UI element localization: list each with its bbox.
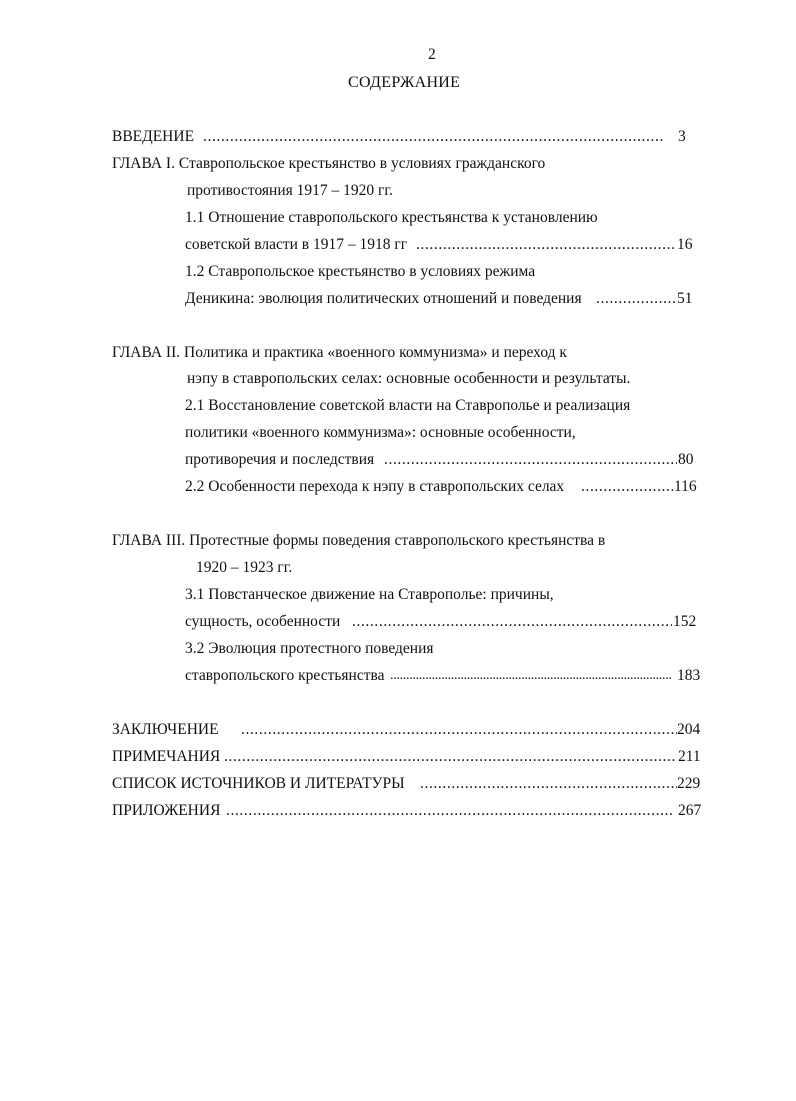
chapter-heading-line-1: ГЛАВА III. Протестные формы поведения ставропольского крестьянства в: [112, 532, 606, 549]
leader-dots: [420, 774, 677, 794]
section-title-line-2: Деникина: эволюция политических отношений и поведения: [185, 290, 582, 307]
toc-page-number: 80: [678, 451, 694, 468]
section-title-line-1: 3.2 Эволюция протестного поведения: [185, 640, 434, 657]
leader-dots: [226, 801, 674, 821]
toc-label: ЗАКЛЮЧЕНИЕ: [112, 721, 219, 738]
leader-dots: [241, 720, 677, 740]
toc-page-number: 152: [673, 613, 697, 630]
toc-page-number: 183: [677, 667, 701, 684]
toc-page-number: 211: [678, 748, 701, 765]
section-title-line-1: 1.2 Ставропольское крестьянство в условиях режима: [185, 263, 536, 280]
toc-page-number: 267: [678, 802, 702, 819]
toc-label: ПРИМЕЧАНИЯ: [112, 748, 221, 765]
leader-dots: [203, 127, 663, 147]
section-title-line-2: сущность, особенности: [185, 613, 341, 630]
section-title-line-1: 2.2 Особенности перехода к нэпу в ставропольских селах: [185, 478, 565, 495]
chapter-heading-line-1: ГЛАВА II. Политика и практика «военного коммунизма» и переход к: [112, 344, 567, 361]
toc-page-number: 204: [677, 721, 701, 738]
section-title-line-2: ставропольского крестьянства: [185, 667, 385, 684]
leader-dots: [384, 450, 677, 470]
chapter-heading-line-2: 1920 – 1923 гг.: [196, 559, 293, 576]
toc-page-number: 229: [677, 775, 701, 792]
toc-label: ВВЕДЕНИЕ: [112, 128, 195, 145]
leader-dots: [390, 666, 672, 686]
leader-dots: [416, 235, 676, 255]
toc-title: СОДЕРЖАНИЕ: [348, 74, 461, 91]
section-title-line-2: советской власти в 1917 – 1918 гг: [185, 236, 408, 253]
section-title-line-2: политики «военного коммунизма»: основные особенности,: [185, 424, 576, 441]
toc-label: ПРИЛОЖЕНИЯ: [112, 802, 221, 819]
section-title-line-1: 2.1 Восстановление советской власти на Ставрополье и реализация: [185, 397, 631, 414]
leader-dots: [596, 289, 676, 309]
page-number: 2: [428, 46, 436, 63]
leader-dots: [581, 477, 673, 497]
toc-page-number: 51: [677, 290, 693, 307]
leader-dots: [224, 747, 677, 767]
toc-page-number: 116: [674, 478, 697, 495]
leader-dots: [352, 612, 672, 632]
chapter-heading-line-2: противостояния 1917 – 1920 гг.: [187, 182, 393, 199]
chapter-heading-line-2: нэпу в ставропольских селах: основные особенности и результаты.: [187, 370, 631, 387]
toc-page-number: 16: [677, 236, 693, 253]
section-title-line-3: противоречия и последствия: [185, 451, 375, 468]
toc-page-number: 3: [678, 128, 686, 145]
chapter-heading-line-1: ГЛАВА I. Ставропольское крестьянство в условиях гражданского: [112, 155, 546, 172]
section-title-line-1: 3.1 Повстанческое движение на Ставрополье: причины,: [185, 586, 554, 603]
toc-label: СПИСОК ИСТОЧНИКОВ И ЛИТЕРАТУРЫ: [112, 775, 405, 792]
section-title-line-1: 1.1 Отношение ставропольского крестьянства к установлению: [185, 209, 598, 226]
